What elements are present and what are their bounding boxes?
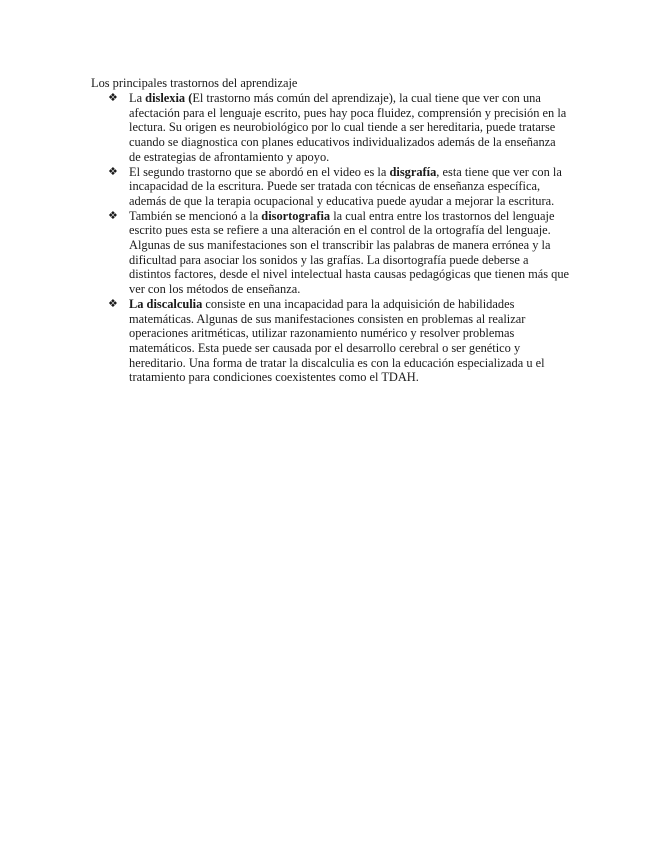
text-before: La (129, 91, 146, 105)
text-before: El segundo trastorno que se abordó en el video es la (129, 164, 390, 179)
bullet-item-disgrafia (108, 165, 570, 209)
text-after: la cual entra entre los trastornos del lenguaje escrito pues esta se refiere a una alteración en el control de la ortografía del lenguaje. Algunas de sus manifestaciones son el transcribir las palabras de manera errónea y la dificultad para asociar los sonidos y las grafías. La disortografía puede deberse a distintos factores, desde el nivel intelectual hasta causas pedagógicas que tienen más que ver con los métodos de enseñanza. (129, 208, 570, 297)
text-after: consiste en una incapacidad para la adquisición de habilidades matemáticas. Algunas de sus manifestaciones consisten en problemas al realizar operaciones aritméticas, utilizar razonamiento numérico y resolver problemas matemáticos. Esta puede ser causada por el desarrollo cerebral o ser genético y hereditario. Una forma de tratar la discalculia es con la educación especializada u el tratamiento para condiciones coexistentes como el TDAH. (129, 296, 545, 385)
four-diamond-bullet-icon: ❖ (108, 164, 118, 178)
four-diamond-bullet-icon: ❖ (108, 296, 118, 310)
text-after: , esta tiene que ver con la incapacidad de la escritura. Puede ser tratada con técnicas de enseñanza específica, además de que la terapia ocupacional y educativa puede ayudar a mejorar la escritura. (129, 164, 562, 208)
bullet-text (129, 209, 569, 297)
document-title: Los principales trastornos del aprendizaje (91, 76, 298, 90)
bullet-item-discalculia (108, 297, 570, 385)
text-before: También se mencionó a la (129, 208, 262, 223)
bold-term: dislexia ( (145, 91, 193, 105)
bullet-text (129, 165, 562, 208)
disorder-bullet-list (108, 91, 570, 385)
four-diamond-bullet-icon: ❖ (108, 91, 118, 104)
bullet-text (129, 91, 566, 164)
bullet-item-dislexia (108, 91, 570, 165)
bold-term: disortografia (261, 208, 331, 223)
bullet-text (129, 297, 545, 385)
bold-term: La discalculia (129, 296, 203, 311)
four-diamond-bullet-icon: ❖ (108, 208, 118, 222)
bold-term: disgrafía (389, 164, 437, 179)
text-after: El trastorno más común del aprendizaje), la cual tiene que ver con una afectación para el lenguaje escrito, pues hay poca fluidez, comprensión y precisión en la lectura. Su origen es neurobiológico por lo cual tiende a ser hereditaria, puede tratarse cuando se diagnostica con planes educativos individualizados además de la enseñanza de estrategias de afrontamiento y apoyo. (129, 91, 567, 164)
bullet-item-disortografia (108, 209, 570, 297)
